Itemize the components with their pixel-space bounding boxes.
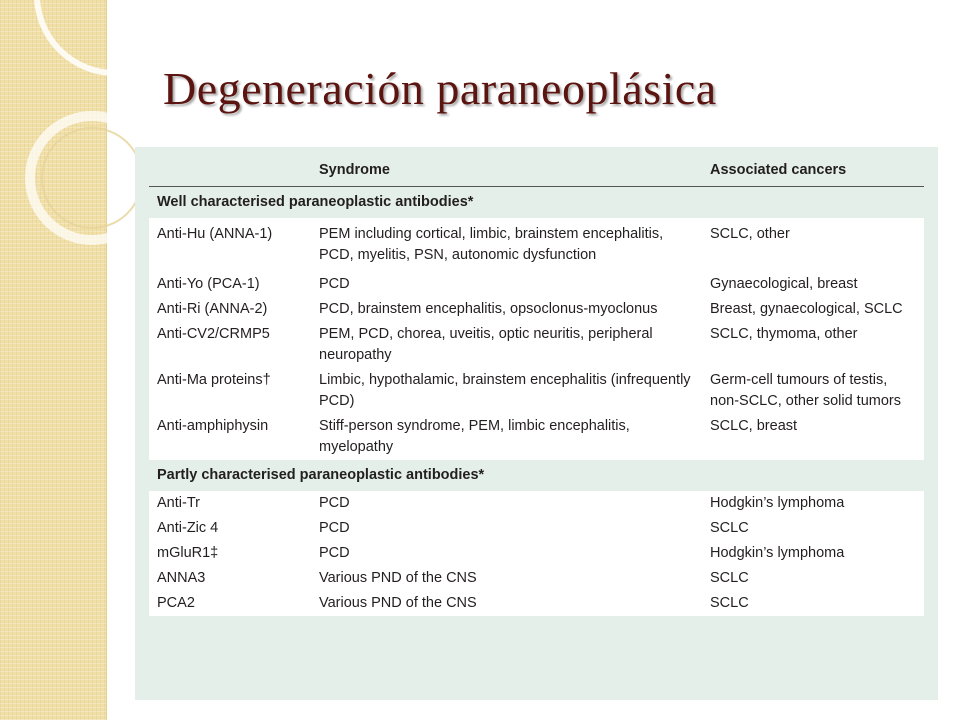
decorative-circles: [0, 0, 140, 260]
antibody-name: Anti-amphiphysin: [149, 414, 311, 460]
syndrome-cell: PEM, PCD, chorea, uveitis, optic neuritis, peripheral neuropathy: [311, 322, 702, 368]
antibody-name: Anti-Ma proteins†: [149, 368, 311, 414]
cancers-cell: SCLC, breast: [702, 414, 924, 460]
section-heading-row: [149, 460, 924, 491]
table-row: [149, 414, 924, 460]
table-row: [149, 516, 924, 541]
syndrome-cell: PCD, brainstem encephalitis, opsoclonus-myoclonus: [311, 297, 702, 322]
antibody-name: ANNA3: [149, 566, 311, 591]
antibody-table: [149, 155, 924, 616]
table-row: [149, 297, 924, 322]
cancers-cell: SCLC: [702, 516, 924, 541]
antibody-name: Anti-Ri (ANNA-2): [149, 297, 311, 322]
table-row: [149, 218, 924, 272]
syndrome-cell: PCD: [311, 541, 702, 566]
antibody-name: mGluR1‡: [149, 541, 311, 566]
table-row: [149, 566, 924, 591]
antibody-name: Anti-CV2/CRMP5: [149, 322, 311, 368]
section-heading-row: [149, 187, 924, 219]
header-name: [149, 155, 311, 187]
antibody-name: PCA2: [149, 591, 311, 616]
cancers-cell: Hodgkin’s lymphoma: [702, 541, 924, 566]
table-row: [149, 272, 924, 297]
antibody-name: Anti-Hu (ANNA-1): [149, 218, 311, 272]
table-panel: [135, 147, 938, 700]
table-row: [149, 491, 924, 516]
syndrome-cell: PCD: [311, 491, 702, 516]
table-row: [149, 541, 924, 566]
header-cancers: Associated cancers: [702, 155, 924, 187]
syndrome-cell: Limbic, hypothalamic, brainstem encephalitis (infrequently PCD): [311, 368, 702, 414]
section-heading: Well characterised paraneoplastic antibodies*: [157, 194, 474, 210]
table-row: [149, 322, 924, 368]
syndrome-cell: Stiff-person syndrome, PEM, limbic encephalitis, myelopathy: [311, 414, 702, 460]
cancers-cell: SCLC, other: [702, 218, 924, 272]
antibody-name: Anti-Zic 4: [149, 516, 311, 541]
table-header-row: [149, 155, 924, 187]
header-syndrome: Syndrome: [311, 155, 702, 187]
antibody-name: Anti-Yo (PCA-1): [149, 272, 311, 297]
table-row: [149, 368, 924, 414]
syndrome-cell: Various PND of the CNS: [311, 566, 702, 591]
syndrome-cell: PCD: [311, 272, 702, 297]
cancers-cell: Hodgkin’s lymphoma: [702, 491, 924, 516]
cancers-cell: Germ-cell tumours of testis, non-SCLC, other solid tumors: [702, 368, 924, 414]
section-heading: Partly characterised paraneoplastic antibodies*: [157, 467, 485, 483]
cancers-cell: SCLC: [702, 566, 924, 591]
table-row: [149, 591, 924, 616]
syndrome-cell: PEM including cortical, limbic, brainstem encephalitis, PCD, myelitis, PSN, autonomic dysfunction: [311, 218, 702, 272]
cancers-cell: Gynaecological, breast: [702, 272, 924, 297]
cancers-cell: SCLC, thymoma, other: [702, 322, 924, 368]
syndrome-cell: Various PND of the CNS: [311, 591, 702, 616]
cancers-cell: Breast, gynaecological, SCLC: [702, 297, 924, 322]
syndrome-cell: PCD: [311, 516, 702, 541]
antibody-name: Anti-Tr: [149, 491, 311, 516]
slide-title: Degeneración paraneoplásica: [163, 63, 717, 114]
cancers-cell: SCLC: [702, 591, 924, 616]
